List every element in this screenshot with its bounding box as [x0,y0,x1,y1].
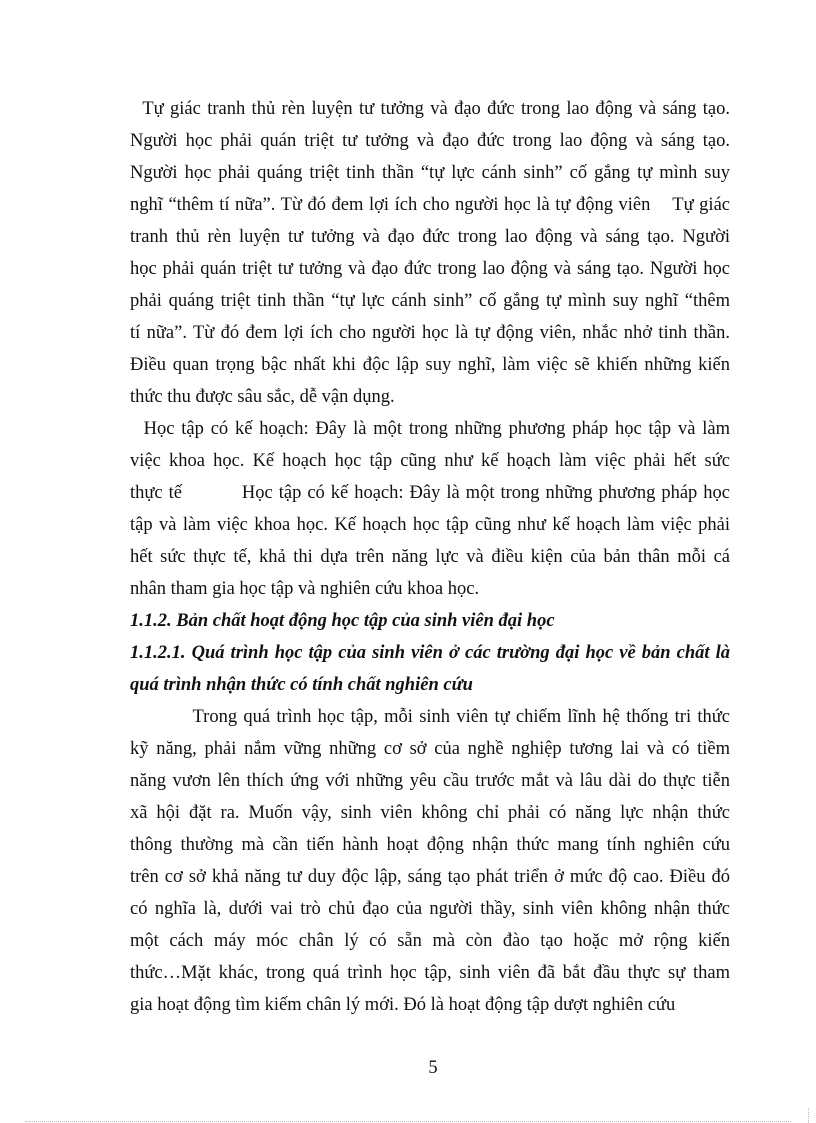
text-line: nhân tham gia học tập và nghiên cứu khoa học. [130,579,480,599]
text-line: thông thường mà cần tiến hành hoạt động nhận thức mang tính nghiên cứu [130,835,730,855]
heading-line: 1.1.2. Bản chất hoạt động học tập của sinh viên đại học [130,611,555,631]
text-line: Người học phải quán triệt tư tưởng và đạo đức trong lao động và sáng tạo. [130,131,730,151]
page-bottom-border [25,1121,791,1122]
page-number: 5 [428,1058,438,1078]
text-line: xã hội đặt ra. Muốn vậy, sinh viên không chỉ phải có năng lực nhận thức [130,803,730,823]
text-line: nghĩ “thêm tí nữa”. Từ đó đem lợi ích cho người học là tự động viên Tự giác [130,195,730,215]
text-line: năng vươn lên thích ứng với những yêu cầu trước mắt và lâu dài do thực tiễn [130,771,730,791]
text-line: Điều quan trọng bậc nhất khi độc lập suy nghĩ, làm việc sẽ khiến những kiến [130,355,730,375]
text-line: Học tập có kế hoạch: Đây là một trong những phương pháp học tập và làm [130,419,730,439]
text-line: hết sức thực tế, khả thi dựa trên năng lực và điều kiện của bản thân mỗi cá [130,547,730,567]
text-line: Trong quá trình học tập, mỗi sinh viên tự chiếm lĩnh hệ thống tri thức [130,707,730,727]
text-line: kỹ năng, phải nắm vững những cơ sở của nghề nghiệp tương lai và có tiềm [130,739,730,759]
text-line: phải quáng triệt tinh thần “tự lực cánh sinh” cố gắng tự mình suy nghĩ “thêm [130,291,730,311]
heading-line: quá trình nhận thức có tính chất nghiên cứu [130,675,473,695]
text-line: thực tế Học tập có kế hoạch: Đây là một trong những phương pháp học [130,483,730,503]
text-line: tập và làm việc khoa học. Kế hoạch học tập cũng như kế hoạch làm việc phải [130,515,730,535]
text-line: việc khoa học. Kế hoạch học tập cũng như kế hoạch làm việc phải hết sức [130,451,730,471]
text-line: gia hoạt động tìm kiếm chân lý mới. Đó là hoạt động tập dượt nghiên cứu [130,995,676,1015]
heading-line: 1.1.2.1. Quá trình học tập của sinh viên ở các trường đại học về bản chất là [130,643,730,663]
page-corner-mark [808,1108,810,1123]
text-line: Người học phải quáng triệt tinh thần “tự lực cánh sinh” cố gắng tự mình suy [130,163,730,183]
text-line: thức…Mặt khác, trong quá trình học tập, sinh viên đã bắt đầu thực sự tham [130,963,730,983]
text-line: có nghĩa là, dưới vai trò chủ đạo của người thầy, sinh viên không nhận thức [130,899,730,919]
text-line: Tự giác tranh thủ rèn luyện tư tưởng và đạo đức trong lao động và sáng tạo. [130,99,730,119]
text-line: học phải quán triệt tư tưởng và đạo đức trong lao động và sáng tạo. Người học [130,259,730,279]
text-line: tranh thủ rèn luyện tư tưởng và đạo đức trong lao động và sáng tạo. Người [130,227,730,247]
text-line: tí nữa”. Từ đó đem lợi ích cho người học là tự động viên, nhắc nhở tinh thần. [130,323,730,343]
text-line: một cách máy móc chân lý có sẵn mà còn đào tạo hoặc mở rộng kiến [130,931,730,951]
text-line: trên cơ sở khả năng tư duy độc lập, sáng tạo phát triển ở mức độ cao. Điều đó [130,867,730,887]
text-line: thức thu được sâu sắc, dễ vận dụng. [130,387,395,407]
